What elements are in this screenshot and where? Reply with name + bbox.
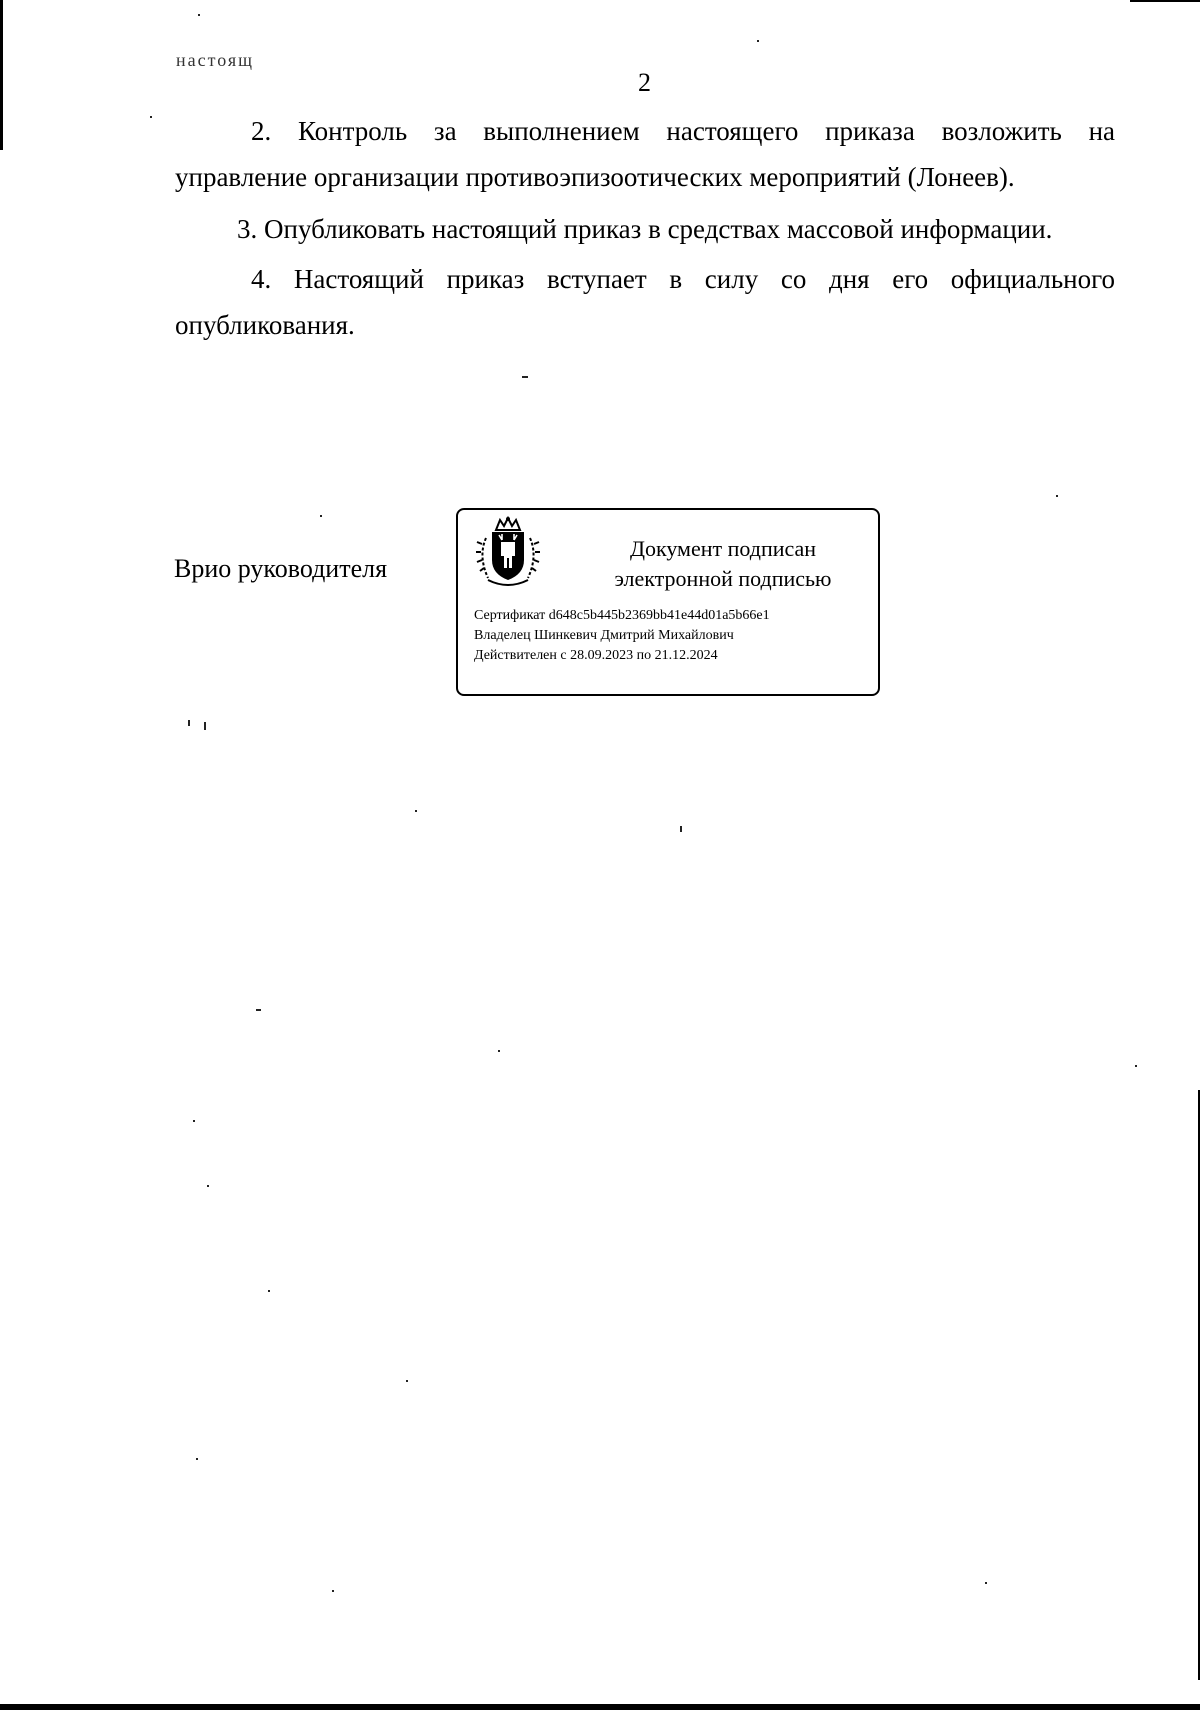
stamp-heading [578, 534, 868, 594]
scan-speck [193, 1120, 195, 1122]
paragraph-item-3 [175, 206, 1115, 252]
page-number: 2 [638, 68, 651, 97]
scan-speck [406, 1380, 408, 1382]
scan-speck [332, 1590, 334, 1592]
scan-speck [198, 14, 200, 16]
certificate-validity: Действителен с 28.09.2023 по 21.12.2024 [474, 648, 718, 663]
scan-speck [985, 1582, 987, 1584]
scan-speck [680, 826, 682, 832]
coat-of-arms-icon [474, 516, 542, 590]
paragraph-item-2 [175, 108, 1115, 200]
scan-edge-left [0, 0, 3, 150]
scan-speck [207, 1185, 209, 1187]
stamp-heading-line-2: электронной подписью [614, 566, 832, 591]
scan-edge-right-top [1130, 0, 1200, 2]
scan-speck [522, 376, 528, 378]
cut-off-word-fragment: настоящ [176, 50, 255, 70]
scan-speck [196, 1458, 198, 1460]
scan-speck [1056, 495, 1058, 497]
scan-speck [757, 40, 759, 42]
scan-speck [204, 722, 206, 730]
electronic-signature-stamp [456, 508, 880, 696]
scan-edge-bottom [0, 1704, 1200, 1710]
paragraph-2-continuation: управление организации противоэпизоотических мероприятий (Лонеев). [175, 162, 1015, 192]
scan-speck [1135, 1065, 1137, 1067]
scan-speck [150, 116, 152, 118]
paragraph-4-continuation: опубликования. [175, 310, 355, 340]
paragraph-3-text: 3. Опубликовать настоящий приказ в средствах массовой информации. [237, 214, 1053, 244]
paragraph-4-line-1: 4. Настоящий приказ вступает в силу со дня его официального [251, 264, 1115, 294]
scan-speck [256, 1009, 261, 1011]
scan-speck [188, 720, 190, 726]
scan-speck [415, 810, 417, 812]
paragraph-2-line-1: 2. Контроль за выполнением настоящего приказа возложить на [251, 116, 1115, 146]
paragraph-item-4 [175, 256, 1115, 348]
stamp-heading-line-1: Документ подписан [629, 536, 817, 561]
certificate-owner: Владелец Шинкевич Дмитрий Михайлович [474, 628, 734, 643]
scan-speck [498, 1050, 500, 1052]
scan-speck [320, 515, 322, 517]
stamp-details [474, 606, 770, 666]
certificate-number: Сертификат d648c5b445b2369bb41e44d01a5b66e1 [474, 608, 770, 623]
scan-speck [268, 1290, 270, 1292]
signer-title: Врио руководителя [174, 554, 388, 583]
